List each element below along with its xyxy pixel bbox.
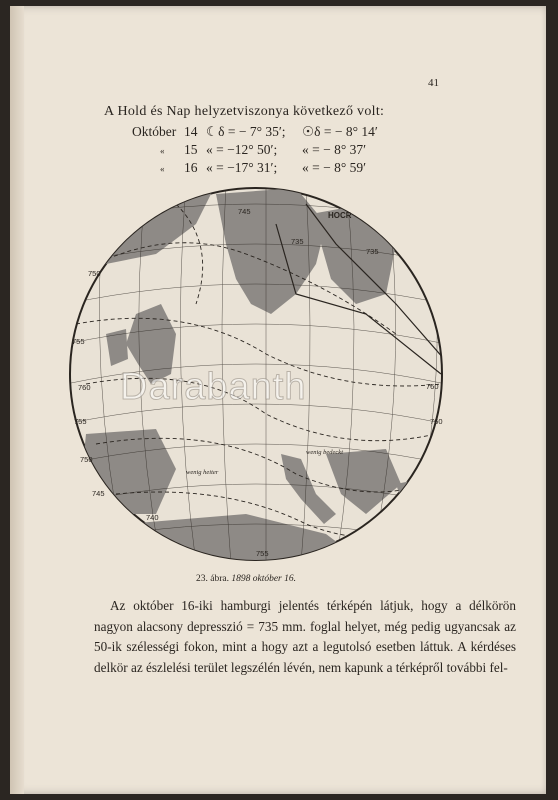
row-sun-declination: « = − 8° 59′ [302,160,367,175]
isobar-label: 760 [78,383,91,392]
row-moon-declination: « = −12° 50′; [206,142,278,157]
isobar-label: 755 [256,549,269,558]
isobar-label: 740 [146,513,159,522]
region-label: НОСR [328,211,352,220]
isobar-label: 760 [426,382,439,391]
isobar-label: 745 [92,489,105,498]
watermark-text: Darabanth [120,366,307,408]
paragraph-text: Az október 16-iki hamburgi jelentés térképén látjuk, hogy a délkörön nagyon alacsony depresszió = 735 mm. foglal helyet, még pedig ugyancsak az 50-ik szélességi fokon, mint a hogy azt a legutolsó esetben láttuk. A kérdéses delkör az észlelési terület legszélén lévén, nem kapunk a térképről további fel- [94,598,516,675]
row-month: « [160,146,165,156]
page-number: 41 [428,77,439,89]
row-moon-declination: « = −17° 31′; [206,160,278,175]
row-month: Október [132,124,177,139]
map-annotation: wenig bedeckt [306,449,343,456]
isobar-label: 735 [366,247,379,256]
isobar-label: 735 [291,237,304,246]
positions-row [10,124,546,142]
body-paragraph [94,596,516,678]
isobar-label: 750 [80,455,93,464]
row-sun-declination: ☉δ = − 8° 14′ [302,124,378,139]
row-day: 15 [184,142,198,157]
row-day: 14 [184,124,198,139]
row-moon-declination: ☾δ = − 7° 35′; [206,124,286,139]
isobar-label: 750 [88,269,101,278]
row-month: « [160,164,165,174]
book-page [10,6,546,794]
row-sun-declination: « = − 8° 37′ [302,142,367,157]
positions-row [10,142,546,160]
row-day: 16 [184,160,198,175]
isobar-label: 755 [74,417,87,426]
positions-heading: A Hold és Nap helyzetviszonya következő volt: [104,104,385,119]
isobar-label: 760 [430,417,443,426]
map-annotation: wenig heiter [186,469,219,476]
positions-row [10,160,546,178]
figure-number: 23. ábra. [196,574,229,584]
figure-caption [196,574,296,584]
figure-date: 1898 október 16. [231,574,297,584]
isobar-label: 755 [72,337,85,346]
isobar-label: 745 [238,207,251,216]
